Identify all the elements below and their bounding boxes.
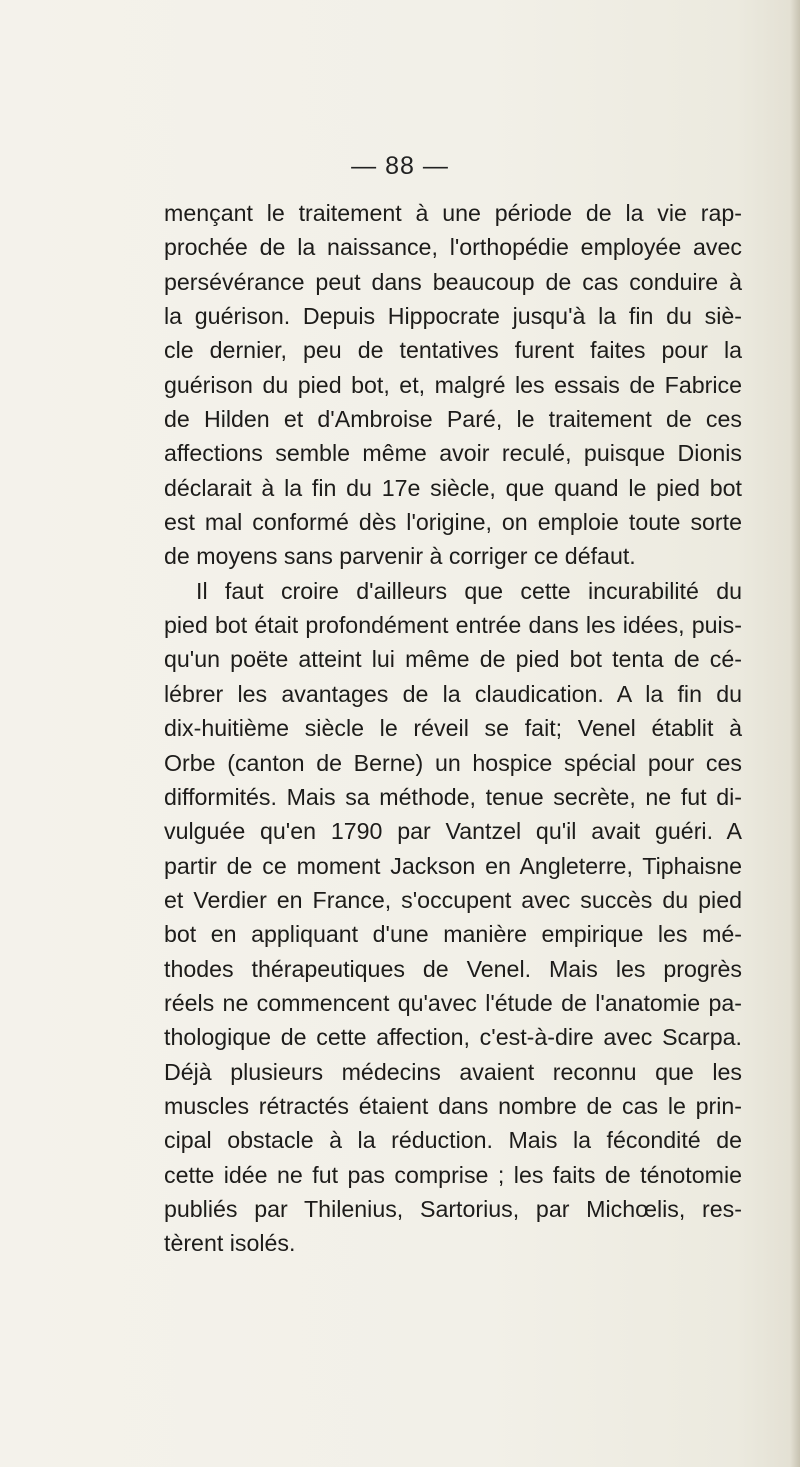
text-line: affections semble même avoir reculé, puisque Dionis — [164, 440, 742, 467]
text-line: réels ne commencent qu'avec l'étude de l'anatomie pa- — [164, 989, 742, 1016]
text-line: qu'un poëte atteint lui même de pied bot tenta de cé- — [164, 646, 742, 673]
text-line: thodes thérapeutiques de Venel. Mais les progrès — [164, 955, 742, 982]
text-line: muscles rétractés étaient dans nombre de cas le prin- — [164, 1092, 742, 1119]
text-line: pied bot était profondément entrée dans les idées, puis- — [164, 612, 742, 639]
text-line: difformités. Mais sa méthode, tenue secrète, ne fut di- — [164, 783, 742, 810]
text-line: tèrent isolés. — [164, 1230, 296, 1257]
text-line: persévérance peut dans beaucoup de cas conduire à — [164, 268, 742, 295]
text-line: la guérison. Depuis Hippocrate jusqu'à la fin du siè- — [164, 303, 742, 330]
text-line: lébrer les avantages de la claudication. A la fin du — [164, 680, 742, 707]
paragraphs — [164, 196, 742, 1261]
text-line: cle dernier, peu de tentatives furent faites pour la — [164, 337, 742, 364]
page-number: — 88 — — [351, 152, 449, 180]
text-line: prochée de la naissance, l'orthopédie employée avec — [164, 234, 742, 261]
paragraph — [164, 574, 742, 1261]
text-line: mençant le traitement à une période de la vie rap- — [164, 200, 742, 226]
text-line: bot en appliquant d'une manière empirique les mé- — [164, 921, 742, 948]
text-line: est mal conformé dès l'origine, on emploie toute sorte — [164, 509, 742, 536]
text-line: partir de ce moment Jackson en Angleterre, Tiphaisne — [164, 852, 742, 879]
text-line: guérison du pied bot, et, malgré les essais de Fabrice — [164, 371, 742, 398]
text-line: cipal obstacle à la réduction. Mais la fécondité de — [164, 1127, 742, 1154]
text-line: de Hilden et d'Ambroise Paré, le traitement de ces — [164, 406, 742, 433]
text-line: et Verdier en France, s'occupent avec succès du pied — [164, 886, 742, 913]
text-line: de moyens sans parvenir à corriger ce défaut. — [164, 543, 636, 570]
text-line: Il faut croire d'ailleurs que cette incurabilité du — [196, 577, 742, 604]
body-text — [164, 196, 742, 1261]
text-line: publiés par Thilenius, Sartorius, par Michœlis, res- — [164, 1195, 742, 1222]
text-line: thologique de cette affection, c'est-à-dire avec Scarpa. — [164, 1024, 742, 1051]
text-line: dix-huitième siècle le réveil se fait; Venel établit à — [164, 715, 742, 742]
page-edge-shadow — [790, 0, 800, 1467]
text-line: Orbe (canton de Berne) un hospice spécial pour ces — [164, 749, 742, 776]
text-line: Déjà plusieurs médecins avaient reconnu que les — [164, 1058, 742, 1085]
text-line: cette idée ne fut pas comprise ; les faits de ténotomie — [164, 1161, 742, 1188]
text-line: déclarait à la fin du 17e siècle, que quand le pied bot — [164, 474, 742, 501]
text-line: vulguée qu'en 1790 par Vantzel qu'il avait guéri. A — [164, 818, 742, 845]
paragraph — [164, 196, 742, 574]
